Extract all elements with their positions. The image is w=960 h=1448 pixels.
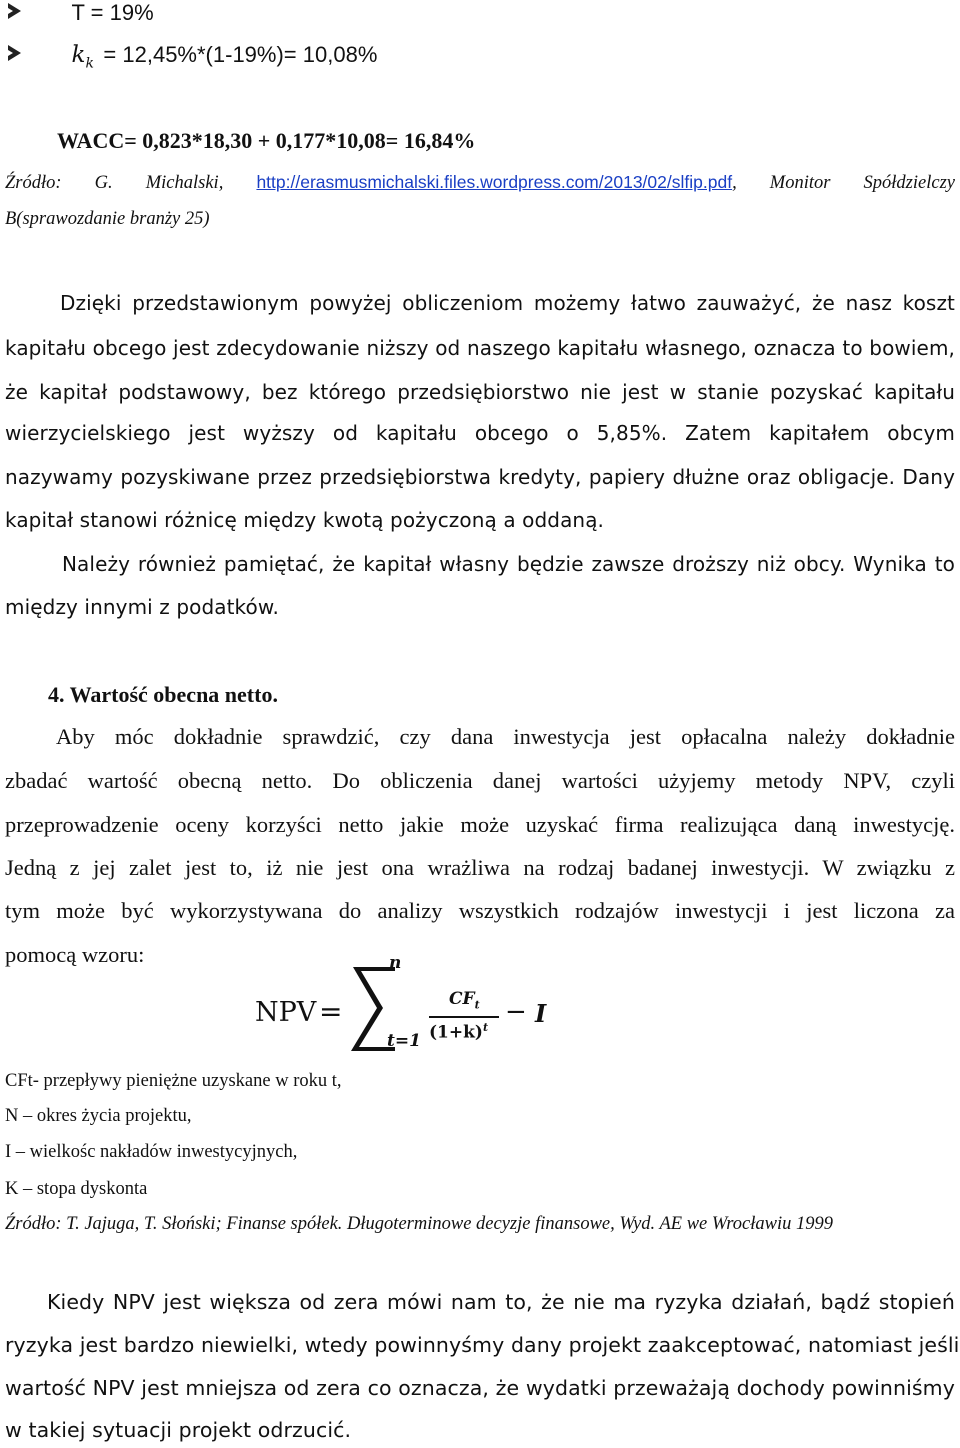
arrow-bullet-icon: [8, 2, 26, 20]
para3-line-2: zbadać wartość obecną netto. Do obliczenia danej wartości użyjemy metody NPV, czyli: [5, 768, 955, 793]
para1-line-6: kapitał stanowi różnicę między kwotą pożyczoną a oddaną.: [5, 508, 605, 532]
arrow-bullet-icon: [8, 44, 26, 62]
para1-line-3: że kapitał podstawowy, bez którego przedsiębiorstwo nie jest w stanie pozyskać kapitału: [5, 380, 955, 404]
para2-line-1: Należy również pamiętać, że kapitał własny będzie zawsze droższy niż obcy. Wynika to: [62, 552, 955, 576]
formula-investment: I: [535, 999, 547, 1028]
para4-line-3: wartość NPV jest mniejsza od zera co oznacza, że wydatki przeważają dochody powinniśmy: [5, 1376, 955, 1400]
source-label: Źródło: G. Michalski,: [5, 173, 224, 193]
bullet-cost-of-debt: [8, 42, 377, 71]
section-heading: 4. Wartość obecna netto.: [48, 682, 278, 707]
para3-line-5: tym może być wykorzystywana do analizy wszystkich rodzajów inwestycji i jest liczona za: [5, 898, 955, 923]
para1-line-4: wierzycielskiego jest wyższy od kapitału obcego o 5,85%. Zatem kapitałem obcym: [5, 421, 955, 445]
tax-rate-text: T = 19%: [71, 0, 154, 25]
formula-lower-limit: t=1: [387, 1031, 421, 1051]
para3-line-6: pomocą wzoru:: [5, 942, 145, 967]
cost-of-debt-text: = 12,45%*(1-19%)= 10,08%: [103, 42, 378, 67]
fraction-bar: [429, 1016, 499, 1018]
legend-i: I – wielkośc nakładów inwestycyjnych,: [5, 1142, 298, 1162]
kk-subscript: k: [85, 55, 94, 72]
para1-line-2: kapitału obcego jest zdecydowanie niższy od naszego kapitału własnego, oznacza to bowiem,: [5, 336, 955, 360]
source-2: Źródło: T. Jajuga, T. Słoński; Finanse spółek. Długoterminowe decyzje finansowe, Wyd. AE we Wrocławiu 1999: [5, 1214, 833, 1234]
para3-line-3: przeprowadzenie oceny korzyści netto jakie może uzyskać firma realizująca daną inwestycję.: [5, 812, 955, 837]
legend-k: K – stopa dyskonta: [5, 1179, 148, 1199]
formula-equals: =: [319, 995, 343, 1028]
legend-n: N – okres życia projektu,: [5, 1106, 192, 1126]
para3-line-4: Jedną z jej zalet jest to, iż nie jest ona wrażliwa na rodzaj badanej inwestycji. W związku z: [5, 855, 955, 880]
wacc-result: WACC= 0,823*18,30 + 0,177*10,08= 16,84%: [57, 128, 476, 153]
bullet-tax-rate: [8, 0, 154, 26]
para3-line-1: Aby móc dokładnie sprawdzić, czy dana inwestycja jest opłacalna należy dokładnie: [56, 724, 955, 749]
para1-line-5: nazywamy pozyskiwane przez przedsiębiorstwa kredyty, papiery dłużne oraz obligacje. Dany: [5, 465, 955, 489]
source-link[interactable]: http://erasmusmichalski.files.wordpress.com/2013/02/slfip.pdf: [256, 172, 733, 192]
formula-numerator: $CF_t$: [449, 989, 480, 1012]
source-tail: , Monitor Spółdzielczy: [732, 173, 955, 193]
npv-formula: [255, 955, 585, 1055]
formula-upper-limit: n: [389, 953, 402, 973]
para4-line-1: Kiedy NPV jest większa od zera mówi nam to, że nie ma ryzyka działań, bądź stopień: [47, 1290, 955, 1314]
para1-line-1: Dzięki przedstawionym powyżej obliczeniom możemy łatwo zauważyć, że nasz koszt: [60, 291, 955, 315]
formula-minus: −: [505, 997, 527, 1027]
formula-npv: NPV: [255, 997, 317, 1028]
para4-line-4: w takiej sytuacji projekt odrzucić.: [5, 1418, 352, 1442]
legend-cf: CFt- przepływy pieniężne uzyskane w roku t,: [5, 1071, 342, 1091]
formula-denominator: $(1+k)^t$: [429, 1021, 489, 1043]
para4-line-2: ryzyka jest bardzo niewielki, wtedy powinnyśmy dany projekt zaakceptować, natomiast jeśli: [5, 1333, 960, 1357]
source-line-1: [5, 172, 955, 194]
source-line-2: B(sprawozdanie branży 25): [5, 209, 210, 229]
kk-symbol: k: [71, 42, 86, 68]
para2-line-2: między innymi z podatków.: [5, 595, 279, 619]
